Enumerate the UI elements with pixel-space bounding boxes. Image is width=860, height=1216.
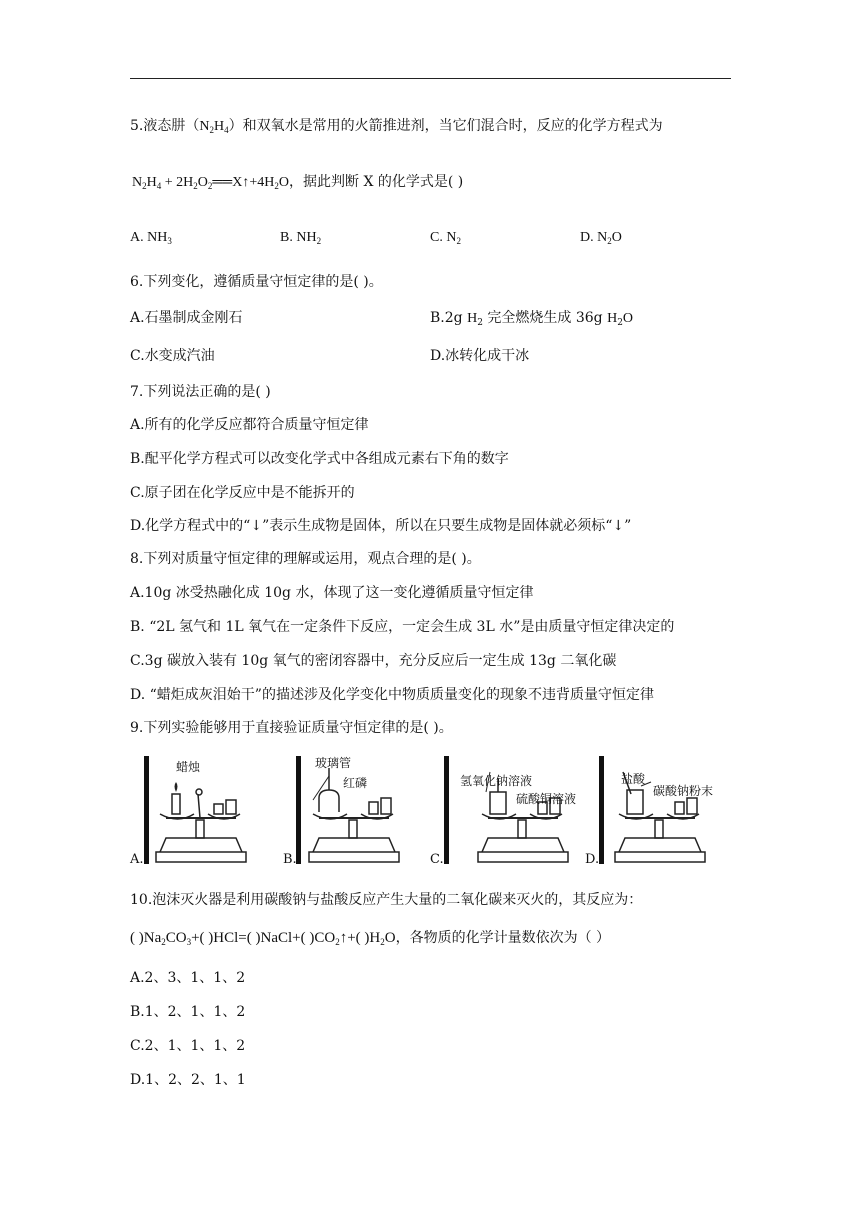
balance-carbonate-drawing xyxy=(585,752,730,872)
q8-option-b: B. “2L 氢气和 1L 氧气在一定条件下反应，一定会生成 3L 水”是由质量守恒定律决定的 xyxy=(130,619,675,635)
q10-option-c: C.2、1、1、1、2 xyxy=(130,1038,246,1054)
header-rule xyxy=(130,78,731,79)
fig-letter-b: B. xyxy=(283,852,297,867)
q8-stem: 8.下列对质量守恒定律的理解或运用，观点合理的是( )。 xyxy=(130,551,481,567)
q8-option-a: A.10g 冰受热融化成 10g 水，体现了这一变化遵循质量守恒定律 xyxy=(130,585,534,601)
q5-option-d: D. $N_2O$ xyxy=(580,230,622,246)
q9-figure-c xyxy=(430,752,575,872)
label-candle: 蜡烛 xyxy=(176,760,201,774)
balance-candle-drawing xyxy=(130,752,275,872)
q10-equation: ( )$Na_2CO_3+$( )HCl=( )NaCl+( )$CO_2↑+$( )$H_2O$，各物质的化学计量数依次为（ ） xyxy=(130,930,611,947)
q7-option-d: D.化学方程式中的“↓”表示生成物是固体，所以在只要生成物是固体就必须标“↓” xyxy=(130,518,632,534)
q8-option-d: D. “蜡炬成灰泪始干”的描述涉及化学变化中物质质量变化的现象不违背质量守恒定律 xyxy=(130,687,654,703)
q7-option-a: A.所有的化学反应都符合质量守恒定律 xyxy=(130,417,369,433)
q5-option-b: B. $NH_2$ xyxy=(280,230,322,246)
q7-option-c: C.原子团在化学反应中是不能拆开的 xyxy=(130,485,355,501)
label-na2co3-powder: 碳酸钠粉末 xyxy=(653,784,714,798)
balance-solutions-drawing xyxy=(430,752,590,872)
q8-option-c: C.3g 碳放入装有 10g 氧气的密闭容器中，充分反应后一定生成 13g 二氧化碳 xyxy=(130,653,617,669)
fig-letter-c: C. xyxy=(430,852,444,867)
q9-figure-a xyxy=(130,752,275,872)
q6-stem: 6.下列变化，遵循质量守恒定律的是( )。 xyxy=(130,274,383,290)
fig-letter-a: A. xyxy=(130,852,144,867)
q10-stem: 10.泡沫灭火器是利用碳酸钠与盐酸反应产生大量的二氧化碳来灭火的，其反应为： xyxy=(130,892,643,908)
q10-option-d: D.1、2、2、1、1 xyxy=(130,1072,246,1088)
label-red-phosphorus: 红磷 xyxy=(343,776,368,790)
label-cuso4-solution: 硫酸铜溶液 xyxy=(516,792,577,806)
q5-equation: $N_2H_4$ + $2H_2O_2══X↑+4H_2O$，据此判断 X 的化学式是( ) xyxy=(132,174,464,191)
q10-option-a: A.2、3、1、1、2 xyxy=(130,970,246,986)
q9-figure-d xyxy=(585,752,730,872)
label-naoh-solution: 氢氧化钠溶液 xyxy=(460,774,533,788)
q9-figure-b xyxy=(283,752,428,872)
label-hcl: 盐酸 xyxy=(621,772,646,786)
q9-stem: 9.下列实验能够用于直接验证质量守恒定律的是( )。 xyxy=(130,720,453,736)
balance-phosphorus-drawing xyxy=(283,752,428,872)
q6-option-b: B.2g $H_2$ 完全燃烧生成 36g $H_2O$ xyxy=(430,310,634,328)
q6-option-d: D.冰转化成干冰 xyxy=(430,348,530,364)
q5-stem: 5.液态肼$(N_2H_4)$和双氧水是常用的火箭推进剂，当它们混合时，反应的化学方程式为 xyxy=(130,118,663,135)
q6-option-c: C.水变成汽油 xyxy=(130,348,215,364)
label-glass-tube: 玻璃管 xyxy=(315,756,352,770)
q7-option-b: B.配平化学方程式可以改变化学式中各组成元素右下角的数字 xyxy=(130,451,509,467)
q5-option-c: C. $N_2$ xyxy=(430,230,461,246)
q9-figures xyxy=(130,752,730,872)
q5-option-a: A. $NH_3$ xyxy=(130,230,172,246)
q7-stem: 7.下列说法正确的是( ) xyxy=(130,384,271,400)
q6-option-a: A.石墨制成金刚石 xyxy=(130,310,243,326)
q10-option-b: B.1、2、1、1、2 xyxy=(130,1004,246,1020)
fig-letter-d: D. xyxy=(585,852,600,867)
